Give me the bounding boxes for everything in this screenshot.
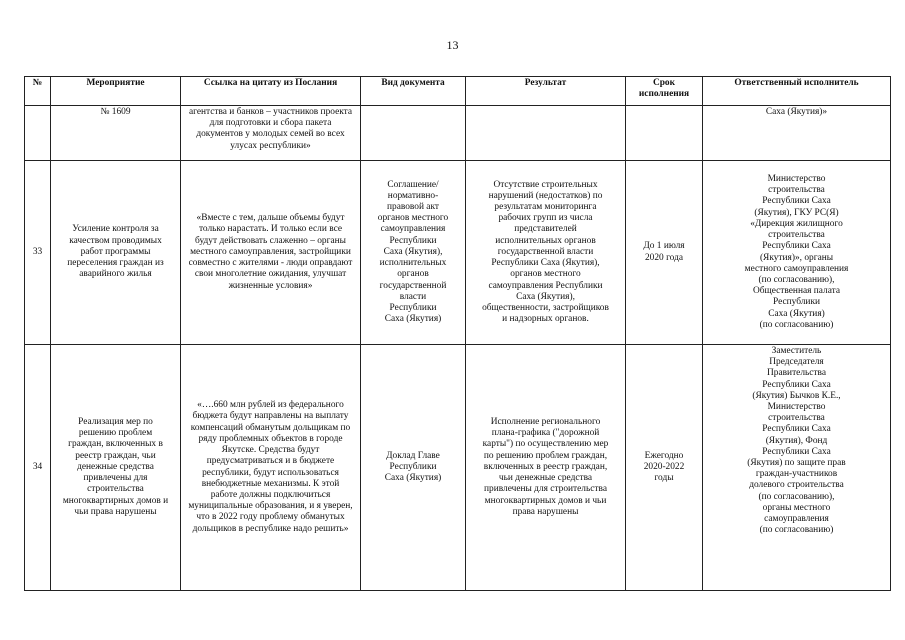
header-deadline: Срок исполнения bbox=[626, 77, 703, 106]
cell-event: Реализация мер по решению проблем граждан, включенных в реестр граждан, чьи денежные средства привлечены для строительства многоквартирных домов и чьи права нарушены bbox=[51, 345, 181, 591]
header-result: Результат bbox=[466, 77, 626, 106]
cell-result: Отсутствие строительных нарушений (недостатков) по результатам мониторинга рабочих групп из числа представителей исполнительных органов государственной власти Республики Саха (Якутия), органов местного самоуправления Республики Саха (Якутия), общественности, застройщиков и надзорных органов. bbox=[466, 161, 626, 345]
cell-number: 34 bbox=[25, 345, 51, 591]
header-event: Мероприятие bbox=[51, 77, 181, 106]
cell-result: Исполнение регионального плана-графика ("дорожной карты") по осуществлению мер по решению проблем граждан, включенных в реестр граждан, чьи денежные средства привлечены для строительства многоквартирных домов и чьи права нарушены bbox=[466, 345, 626, 591]
cell-executor: Заместитель Председателя Правительства Республики Саха (Якутия) Бычков К.Е., Министерство строительства Республики Саха (Якутия), Фонд Республики Саха (Якутия) по защите прав граждан-участников долевого строительства (по согласованию), органы местного самоуправления (по согласованию) bbox=[703, 345, 891, 591]
header-quote: Ссылка на цитату из Послания bbox=[181, 77, 361, 106]
cell-executor: Саха (Якутия)» bbox=[703, 106, 891, 161]
header-executor: Ответственный исполнитель bbox=[703, 77, 891, 106]
page-number: 13 bbox=[446, 38, 459, 52]
table-row-continuation bbox=[25, 106, 891, 161]
cell-number bbox=[25, 106, 51, 161]
cell-event: № 1609 bbox=[51, 106, 181, 161]
cell-deadline bbox=[626, 106, 703, 161]
table-header-row bbox=[25, 77, 891, 106]
cell-deadline: До 1 июля 2020 года bbox=[626, 161, 703, 345]
cell-doc-type bbox=[361, 106, 466, 161]
cell-event: Усиление контроля за качеством проводимых работ программы переселения граждан из аварийного жилья bbox=[51, 161, 181, 345]
measures-table bbox=[24, 76, 891, 591]
header-number: № bbox=[25, 77, 51, 106]
cell-doc-type: Соглашение/ нормативно- правовой акт органов местного самоуправления Республики Саха (Якутия), исполнительных органов государственной власти Республики Саха (Якутия) bbox=[361, 161, 466, 345]
cell-executor: Министерство строительства Республики Саха (Якутия), ГКУ РС(Я) «Дирекция жилищного строительства Республики Саха (Якутия)», органы местного самоуправления (по согласованию), Общественная палата Республики Саха (Якутия) (по согласованию) bbox=[703, 161, 891, 345]
cell-number: 33 bbox=[25, 161, 51, 345]
table-row-33 bbox=[25, 161, 891, 345]
header-doc-type: Вид документа bbox=[361, 77, 466, 106]
cell-doc-type: Доклад Главе Республики Саха (Якутия) bbox=[361, 345, 466, 591]
cell-deadline: Ежегодно 2020-2022 годы bbox=[626, 345, 703, 591]
cell-quote: «….660 млн рублей из федерального бюджета будут направлены на выплату компенсаций обманутым дольщикам по ряду проблемных объектов в городе Якутске. Средства будут предусматриваться и в бюджете республики, будут использоваться внебюджетные механизмы. К этой работе должны подключиться муниципальные образования, и я уверен, что в 2022 году проблему обманутых дольщиков в республике надо решить» bbox=[181, 345, 361, 591]
cell-quote: «Вместе с тем, дальше объемы будут только нарастать. И только если все будут действовать слаженно – органы местного самоуправления, застройщики совместно с жителями - люди оправдают свои многолетние ожидания, улучшат жизненные условия» bbox=[181, 161, 361, 345]
table-row-34 bbox=[25, 345, 891, 591]
cell-result bbox=[466, 106, 626, 161]
cell-quote: агентства и банков – участников проекта для подготовки и сбора пакета документов у молодых семей во всех улусах республики» bbox=[181, 106, 361, 161]
